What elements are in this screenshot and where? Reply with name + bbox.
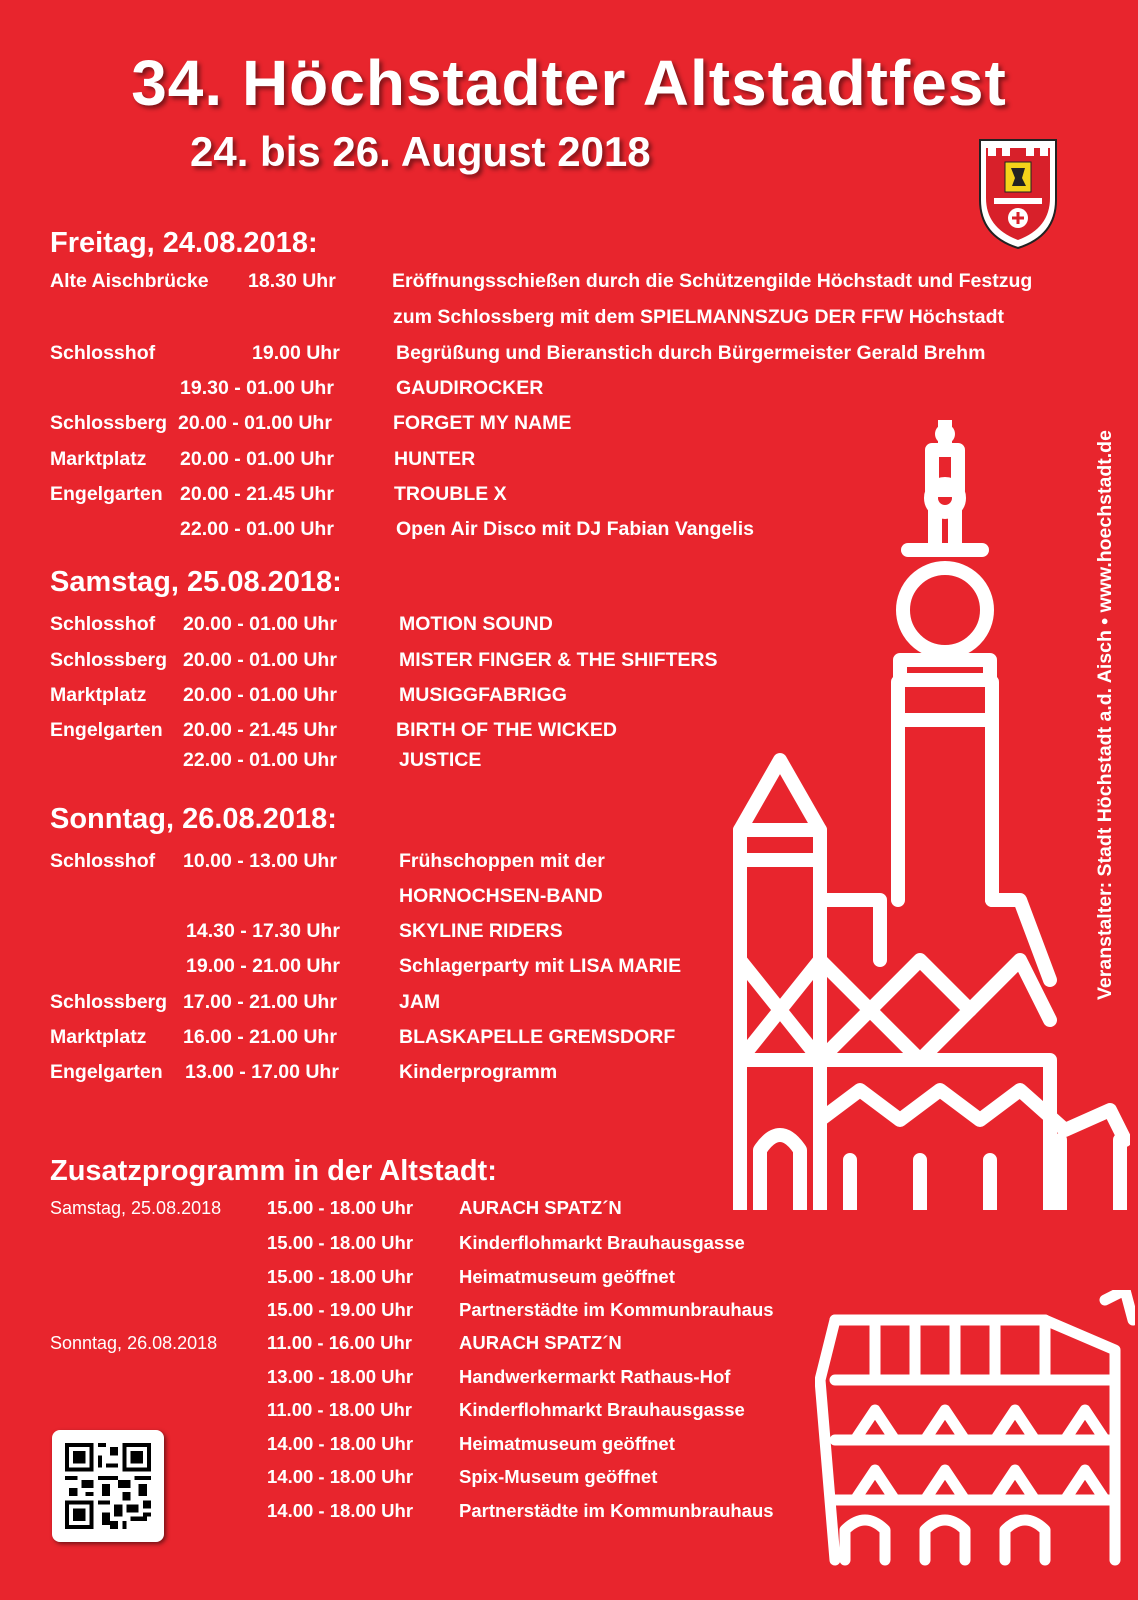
- schedule-time: 13.00 - 17.00 Uhr: [185, 1061, 339, 1083]
- extra-time: 15.00 - 19.00 Uhr: [267, 1299, 414, 1320]
- schedule-event: Kinderprogramm: [399, 1061, 558, 1083]
- extra-event: Heimatmuseum geöffnet: [459, 1266, 675, 1287]
- extra-time: 14.00 - 18.00 Uhr: [267, 1500, 414, 1521]
- day-heading: Samstag, 25.08.2018:: [50, 566, 342, 598]
- schedule-place: Schlosshof: [50, 613, 156, 635]
- schedule-event: HORNOCHSEN-BAND: [399, 885, 603, 907]
- schedule-place: Engelgarten: [50, 719, 163, 741]
- festival-dates: 24. bis 26. August 2018: [190, 128, 651, 175]
- schedule-event: BIRTH OF THE WICKED: [396, 719, 617, 741]
- schedule-time: 19.00 Uhr: [252, 342, 340, 364]
- qr-code-icon[interactable]: [52, 1430, 164, 1542]
- extra-time: 11.00 - 16.00 Uhr: [267, 1332, 413, 1353]
- schedule-event: HUNTER: [394, 448, 476, 470]
- schedule-place: Schlossberg: [50, 991, 168, 1013]
- schedule-time: 20.00 - 01.00 Uhr: [183, 684, 337, 706]
- extra-event: Heimatmuseum geöffnet: [459, 1433, 675, 1454]
- schedule-event: SKYLINE RIDERS: [399, 920, 563, 942]
- schedule-place: Schlosshof: [50, 342, 156, 364]
- schedule-event: Open Air Disco mit DJ Fabian Vangelis: [396, 518, 754, 540]
- schedule-time: 16.00 - 21.00 Uhr: [183, 1026, 337, 1048]
- extra-event: Kinderflohmarkt Brauhausgasse: [459, 1399, 745, 1420]
- extra-time: 15.00 - 18.00 Uhr: [267, 1266, 414, 1287]
- extra-event: Partnerstädte im Kommunbrauhaus: [459, 1500, 774, 1521]
- extra-day: Samstag, 25.08.2018: [50, 1198, 222, 1218]
- extra-event: Spix-Museum geöffnet: [459, 1466, 658, 1487]
- day-heading: Freitag, 24.08.2018:: [50, 227, 318, 259]
- schedule-event: Schlagerparty mit LISA MARIE: [399, 955, 682, 977]
- schedule-event: MUSIGGFABRIGG: [399, 684, 567, 706]
- schedule-time: 20.00 - 01.00 Uhr: [183, 613, 337, 635]
- schedule-place: Marktplatz: [50, 448, 147, 470]
- schedule-time: 22.00 - 01.00 Uhr: [180, 518, 334, 540]
- extra-time: 15.00 - 18.00 Uhr: [267, 1232, 414, 1253]
- town-houses-illustration: [815, 1290, 1135, 1570]
- schedule-event: JUSTICE: [399, 749, 482, 771]
- schedule-time: 20.00 - 01.00 Uhr: [180, 448, 334, 470]
- schedule-time: 20.00 - 01.00 Uhr: [178, 412, 332, 434]
- extra-time: 15.00 - 18.00 Uhr: [267, 1197, 414, 1218]
- schedule-time: 18.30 Uhr: [248, 270, 336, 292]
- organizer-note: Veranstalter: Stadt Höchstadt a.d. Aisch • www.hoechstadt.de: [1094, 430, 1116, 1000]
- extra-time: 11.00 - 18.00 Uhr: [267, 1399, 413, 1420]
- schedule-time: 20.00 - 21.45 Uhr: [183, 719, 337, 741]
- extra-time: 14.00 - 18.00 Uhr: [267, 1433, 414, 1454]
- schedule-time: 19.00 - 21.00 Uhr: [186, 955, 340, 977]
- day-heading: Sonntag, 26.08.2018:: [50, 803, 337, 835]
- extra-event: Handwerkermarkt Rathaus-Hof: [459, 1366, 731, 1387]
- schedule-place: Schlosshof: [50, 850, 156, 872]
- schedule-time: 20.00 - 01.00 Uhr: [183, 649, 337, 671]
- extra-event: AURACH SPATZ´N: [459, 1197, 622, 1218]
- schedule-event: TROUBLE X: [394, 483, 507, 505]
- schedule-place: Engelgarten: [50, 483, 163, 505]
- extra-day: Sonntag, 26.08.2018: [50, 1333, 218, 1353]
- church-tower-illustration: [720, 420, 1130, 1210]
- schedule-event: GAUDIROCKER: [396, 377, 544, 399]
- schedule-event: Begrüßung und Bieranstich durch Bürgermeister Gerald Brehm: [396, 342, 986, 364]
- schedule-event: JAM: [399, 991, 441, 1013]
- extra-event: Kinderflohmarkt Brauhausgasse: [459, 1232, 745, 1253]
- schedule-event: Eröffnungsschießen durch die Schützengilde Höchstadt und Festzug: [392, 270, 1033, 292]
- schedule-time: 20.00 - 21.45 Uhr: [180, 483, 334, 505]
- schedule-event: MISTER FINGER & THE SHIFTERS: [399, 649, 718, 671]
- schedule-time: 14.30 - 17.30 Uhr: [186, 920, 340, 942]
- schedule-place: Schlossberg: [50, 412, 168, 434]
- schedule-event: Frühschoppen mit der: [399, 850, 605, 872]
- extra-event: AURACH SPATZ´N: [459, 1332, 622, 1353]
- schedule-event: MOTION SOUND: [399, 613, 553, 635]
- extra-event: Partnerstädte im Kommunbrauhaus: [459, 1299, 774, 1320]
- poster-title: 34. Höchstadter Altstadtfest: [131, 47, 1007, 119]
- schedule-place: Marktplatz: [50, 1026, 147, 1048]
- schedule-place: Alte Aischbrücke: [50, 270, 209, 292]
- extra-time: 14.00 - 18.00 Uhr: [267, 1466, 414, 1487]
- schedule-place: Schlossberg: [50, 649, 168, 671]
- extra-time: 13.00 - 18.00 Uhr: [267, 1366, 414, 1387]
- schedule-event: zum Schlossberg mit dem SPIELMANNSZUG DER FFW Höchstadt: [393, 306, 1005, 328]
- schedule-event: FORGET MY NAME: [393, 412, 572, 434]
- schedule-place: Engelgarten: [50, 1061, 163, 1083]
- schedule-event: BLASKAPELLE GREMSDORF: [399, 1026, 676, 1048]
- coat-of-arms-icon: [978, 138, 1058, 250]
- schedule-time: 17.00 - 21.00 Uhr: [183, 991, 337, 1013]
- schedule-time: 19.30 - 01.00 Uhr: [180, 377, 334, 399]
- extra-program-heading: Zusatzprogramm in der Altstadt:: [50, 1155, 497, 1187]
- schedule-place: Marktplatz: [50, 684, 147, 706]
- schedule-time: 22.00 - 01.00 Uhr: [183, 749, 337, 771]
- schedule-time: 10.00 - 13.00 Uhr: [183, 850, 337, 872]
